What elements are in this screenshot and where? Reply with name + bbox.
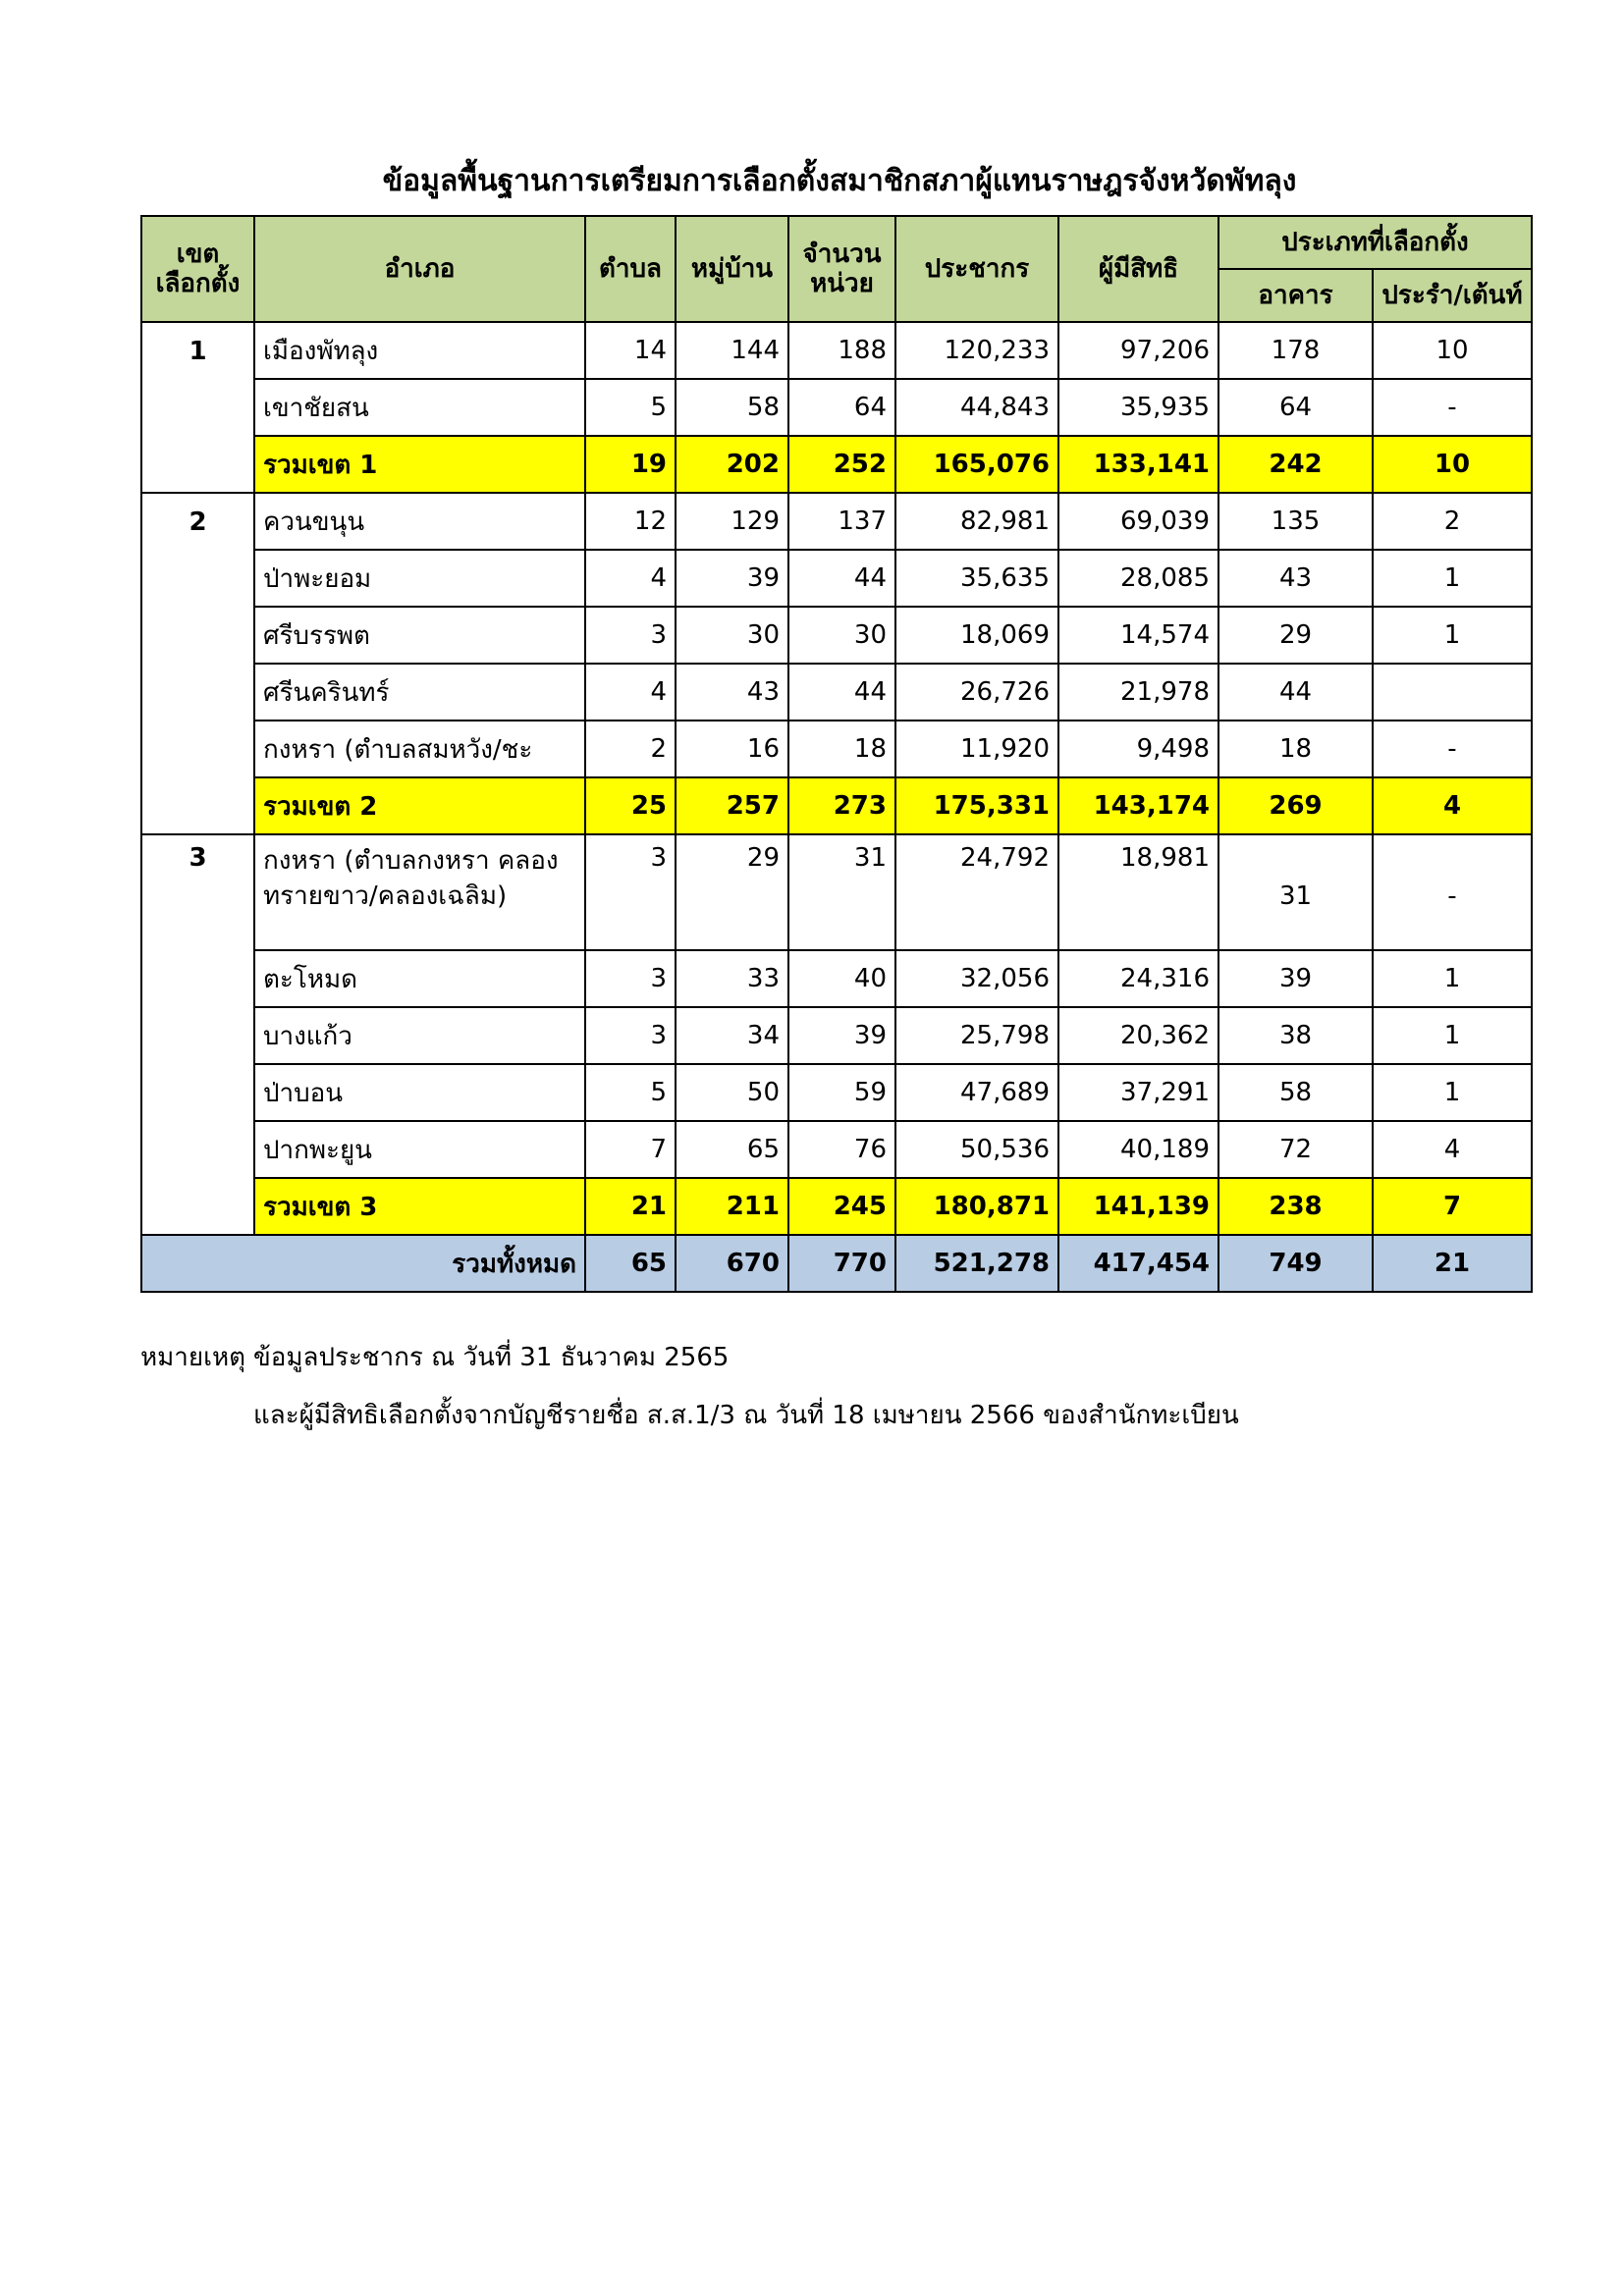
- cell-population: 120,233: [895, 322, 1058, 379]
- subtotal-units: 273: [788, 777, 895, 834]
- cell-building: 29: [1218, 607, 1373, 664]
- cell-population: 47,689: [895, 1064, 1058, 1121]
- cell-building: 44: [1218, 664, 1373, 721]
- amphoe-name: ปากพะยูน: [254, 1121, 585, 1178]
- cell-units: 31: [788, 834, 895, 950]
- grand-total-voters: 417,454: [1058, 1235, 1218, 1292]
- amphoe-name: ป่าพะยอม: [254, 550, 585, 607]
- cell-voters: 97,206: [1058, 322, 1218, 379]
- table-row: [141, 607, 1532, 664]
- cell-building: 178: [1218, 322, 1373, 379]
- cell-population: 11,920: [895, 721, 1058, 777]
- header-amphoe: อำเภอ: [254, 216, 585, 322]
- cell-tent: 10: [1373, 322, 1532, 379]
- note-line-2: และผู้มีสิทธิเลือกตั้งจากบัญชีรายชื่อ ส.ส.1/3 ณ วันที่ 18 เมษายน 2566 ของสำนักทะเบียน: [253, 1401, 1239, 1430]
- cell-tambon: 7: [585, 1121, 676, 1178]
- cell-voters: 18,981: [1058, 834, 1218, 950]
- subtotal-tent: 10: [1373, 436, 1532, 493]
- cell-population: 82,981: [895, 493, 1058, 550]
- cell-population: 26,726: [895, 664, 1058, 721]
- subtotal-units: 252: [788, 436, 895, 493]
- cell-tent: 4: [1373, 1121, 1532, 1178]
- page-title: ข้อมูลพื้นฐานการเตรียมการเลือกตั้งสมาชิกสภาผู้แทนราษฎรจังหวัดพัทลุง: [382, 164, 1297, 198]
- cell-population: 32,056: [895, 950, 1058, 1007]
- table-row: [141, 834, 1532, 950]
- cell-tambon: 3: [585, 834, 676, 950]
- grand-total-row: [141, 1235, 1532, 1292]
- subtotal-building: 242: [1218, 436, 1373, 493]
- table-row: [141, 379, 1532, 436]
- cell-building: 58: [1218, 1064, 1373, 1121]
- cell-tambon: 5: [585, 379, 676, 436]
- grand-total-label: รวมทั้งหมด: [141, 1235, 585, 1292]
- table-row: [141, 950, 1532, 1007]
- grand-total-tent: 21: [1373, 1235, 1532, 1292]
- table-row: [141, 1121, 1532, 1178]
- cell-tent: [1373, 664, 1532, 721]
- subtotal-label: รวมเขต 1: [254, 436, 585, 493]
- cell-tambon: 3: [585, 950, 676, 1007]
- subtotal-label: รวมเขต 3: [254, 1178, 585, 1235]
- subtotal-building: 238: [1218, 1178, 1373, 1235]
- cell-population: 18,069: [895, 607, 1058, 664]
- header-tambon: ตำบล: [585, 216, 676, 322]
- cell-tambon: 14: [585, 322, 676, 379]
- cell-tambon: 2: [585, 721, 676, 777]
- cell-building: 43: [1218, 550, 1373, 607]
- header-building: อาคาร: [1218, 269, 1373, 322]
- header-district: เขต เลือกตั้ง: [141, 216, 254, 322]
- subtotal-village: 202: [676, 436, 788, 493]
- subtotal-tent: 7: [1373, 1178, 1532, 1235]
- district-number: 1: [141, 322, 254, 493]
- cell-tent: 1: [1373, 550, 1532, 607]
- cell-tent: 1: [1373, 950, 1532, 1007]
- amphoe-name: ศรีนครินทร์: [254, 664, 585, 721]
- cell-population: 50,536: [895, 1121, 1058, 1178]
- cell-building: 18: [1218, 721, 1373, 777]
- cell-tambon: 4: [585, 550, 676, 607]
- cell-voters: 24,316: [1058, 950, 1218, 1007]
- cell-population: 44,843: [895, 379, 1058, 436]
- cell-village: 30: [676, 607, 788, 664]
- cell-building: 135: [1218, 493, 1373, 550]
- cell-population: 25,798: [895, 1007, 1058, 1064]
- cell-units: 44: [788, 664, 895, 721]
- subtotal-population: 180,871: [895, 1178, 1058, 1235]
- subtotal-tambon: 25: [585, 777, 676, 834]
- table-row: [141, 1064, 1532, 1121]
- subtotal-label: รวมเขต 2: [254, 777, 585, 834]
- cell-units: 64: [788, 379, 895, 436]
- grand-total-population: 521,278: [895, 1235, 1058, 1292]
- subtotal-row: [141, 436, 1532, 493]
- election-table: [140, 215, 1533, 1293]
- cell-tent: 1: [1373, 607, 1532, 664]
- header-venue-type: ประเภทที่เลือกตั้ง: [1218, 216, 1532, 269]
- cell-building: 31: [1218, 834, 1373, 950]
- subtotal-voters: 143,174: [1058, 777, 1218, 834]
- subtotal-voters: 141,139: [1058, 1178, 1218, 1235]
- amphoe-name: เขาชัยสน: [254, 379, 585, 436]
- subtotal-tambon: 21: [585, 1178, 676, 1235]
- cell-village: 33: [676, 950, 788, 1007]
- subtotal-building: 269: [1218, 777, 1373, 834]
- grand-total-building: 749: [1218, 1235, 1373, 1292]
- header-population: ประชากร: [895, 216, 1058, 322]
- cell-tambon: 12: [585, 493, 676, 550]
- cell-building: 38: [1218, 1007, 1373, 1064]
- amphoe-name: บางแก้ว: [254, 1007, 585, 1064]
- amphoe-name: ควนขนุน: [254, 493, 585, 550]
- table-row: [141, 550, 1532, 607]
- cell-voters: 35,935: [1058, 379, 1218, 436]
- district-number: 2: [141, 493, 254, 834]
- subtotal-village: 257: [676, 777, 788, 834]
- cell-tent: -: [1373, 379, 1532, 436]
- cell-tent: 2: [1373, 493, 1532, 550]
- cell-village: 39: [676, 550, 788, 607]
- cell-voters: 69,039: [1058, 493, 1218, 550]
- cell-village: 144: [676, 322, 788, 379]
- table-row: [141, 664, 1532, 721]
- amphoe-name: กงหรา (ตำบลสมหวัง/ชะ: [254, 721, 585, 777]
- table-row: [141, 493, 1532, 550]
- subtotal-row: [141, 777, 1532, 834]
- subtotal-population: 175,331: [895, 777, 1058, 834]
- cell-units: 188: [788, 322, 895, 379]
- amphoe-name: เมืองพัทลุง: [254, 322, 585, 379]
- cell-units: 76: [788, 1121, 895, 1178]
- grand-total-units: 770: [788, 1235, 895, 1292]
- cell-tent: -: [1373, 834, 1532, 950]
- table-row: [141, 721, 1532, 777]
- cell-village: 50: [676, 1064, 788, 1121]
- subtotal-voters: 133,141: [1058, 436, 1218, 493]
- cell-tambon: 4: [585, 664, 676, 721]
- cell-units: 59: [788, 1064, 895, 1121]
- table-row: [141, 322, 1532, 379]
- amphoe-name: ป่าบอน: [254, 1064, 585, 1121]
- header-village: หมู่บ้าน: [676, 216, 788, 322]
- cell-village: 16: [676, 721, 788, 777]
- subtotal-row: [141, 1178, 1532, 1235]
- cell-voters: 37,291: [1058, 1064, 1218, 1121]
- cell-units: 137: [788, 493, 895, 550]
- cell-tambon: 3: [585, 1007, 676, 1064]
- cell-tent: 1: [1373, 1064, 1532, 1121]
- cell-building: 39: [1218, 950, 1373, 1007]
- cell-tambon: 5: [585, 1064, 676, 1121]
- cell-units: 44: [788, 550, 895, 607]
- note-line-1: ข้อมูลประชากร ณ วันที่ 31 ธันวาคม 2565: [253, 1343, 730, 1372]
- cell-village: 58: [676, 379, 788, 436]
- subtotal-population: 165,076: [895, 436, 1058, 493]
- cell-population: 35,635: [895, 550, 1058, 607]
- subtotal-tambon: 19: [585, 436, 676, 493]
- cell-voters: 21,978: [1058, 664, 1218, 721]
- subtotal-village: 211: [676, 1178, 788, 1235]
- cell-tambon: 3: [585, 607, 676, 664]
- district-number: 3: [141, 834, 254, 1235]
- subtotal-tent: 4: [1373, 777, 1532, 834]
- cell-units: 30: [788, 607, 895, 664]
- cell-village: 129: [676, 493, 788, 550]
- cell-voters: 28,085: [1058, 550, 1218, 607]
- cell-building: 72: [1218, 1121, 1373, 1178]
- header-voters: ผู้มีสิทธิ: [1058, 216, 1218, 322]
- amphoe-name: กงหรา (ตำบลกงหรา คลองทรายขาว/คลองเฉลิม): [254, 834, 585, 950]
- cell-building: 64: [1218, 379, 1373, 436]
- cell-voters: 14,574: [1058, 607, 1218, 664]
- cell-population: 24,792: [895, 834, 1058, 950]
- amphoe-name: ศรีบรรพต: [254, 607, 585, 664]
- cell-village: 34: [676, 1007, 788, 1064]
- header-tent: ประรำ/เต้นท์: [1373, 269, 1532, 322]
- grand-total-tambon: 65: [585, 1235, 676, 1292]
- cell-village: 65: [676, 1121, 788, 1178]
- grand-total-village: 670: [676, 1235, 788, 1292]
- cell-units: 40: [788, 950, 895, 1007]
- amphoe-name: ตะโหมด: [254, 950, 585, 1007]
- header-units: จำนวน หน่วย: [788, 216, 895, 322]
- cell-tent: -: [1373, 721, 1532, 777]
- cell-voters: 40,189: [1058, 1121, 1218, 1178]
- table-row: [141, 1007, 1532, 1064]
- cell-village: 43: [676, 664, 788, 721]
- cell-voters: 20,362: [1058, 1007, 1218, 1064]
- cell-village: 29: [676, 834, 788, 950]
- subtotal-units: 245: [788, 1178, 895, 1235]
- cell-units: 39: [788, 1007, 895, 1064]
- note-label: หมายเหตุ: [140, 1343, 246, 1372]
- cell-voters: 9,498: [1058, 721, 1218, 777]
- cell-units: 18: [788, 721, 895, 777]
- cell-tent: 1: [1373, 1007, 1532, 1064]
